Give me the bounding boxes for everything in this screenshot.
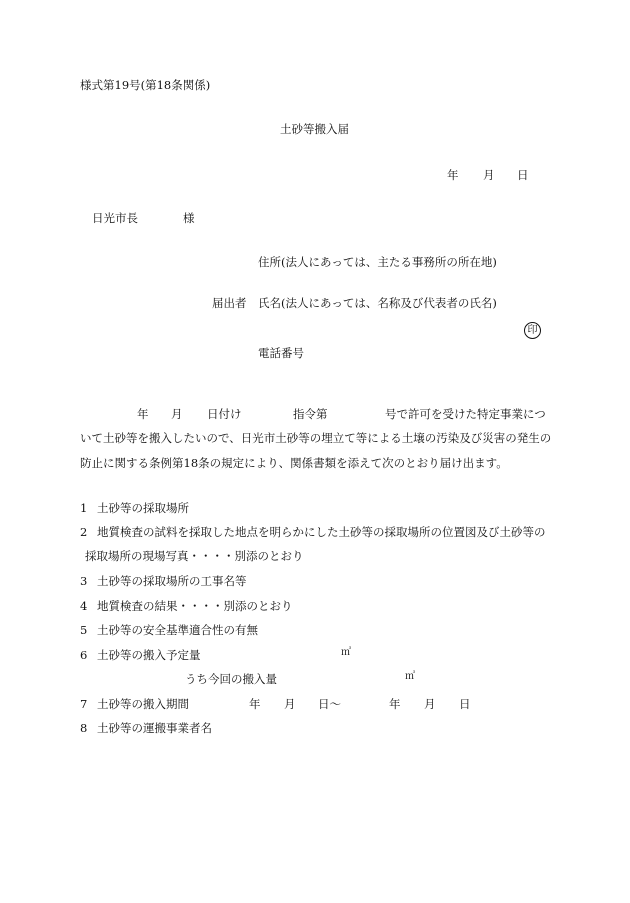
- date-day-label: 日: [517, 168, 529, 182]
- form-number: 様式第19号(第18条関係): [80, 78, 211, 92]
- item-number: 3: [80, 574, 88, 588]
- address-label: 住所(法人にあっては、主たる事務所の所在地): [258, 255, 497, 269]
- notifier-label: 届出者: [212, 296, 247, 310]
- date-year-label: 年: [447, 168, 459, 182]
- item-text-location-map-cont: 採取場所の現場写真・・・・別添のとおり: [85, 549, 304, 563]
- planned-volume-unit: ㎥: [341, 647, 351, 658]
- name-label: 氏名(法人にあっては、名称及び代表者の氏名): [258, 296, 497, 310]
- period-to-year: 年: [389, 697, 401, 711]
- body-month-label: 月: [171, 407, 183, 421]
- item-number: 8: [80, 721, 88, 735]
- item-text-location-map: 地質検査の試料を採取した地点を明らかにした土砂等の採取場所の位置図及び土砂等の: [97, 525, 546, 539]
- body-directive-label: 指令第: [293, 407, 328, 421]
- addressee-name: 日光市長: [92, 211, 138, 225]
- body-line3: 防止に関する条例第18条の規定により、関係書類を添えて次のとおり届け出ます。: [80, 456, 508, 470]
- item-number: 5: [80, 623, 88, 637]
- item-text-transport-company: 土砂等の運搬事業者名: [97, 721, 212, 735]
- item-number: 1: [80, 501, 88, 515]
- item-text-test-results: 地質検査の結果・・・・別添のとおり: [97, 599, 293, 613]
- date-month-label: 月: [483, 168, 495, 182]
- item-number: 6: [80, 648, 88, 662]
- body-dated-label: 日付け: [207, 407, 242, 421]
- current-volume-label: うち今回の搬入量: [185, 672, 277, 686]
- period-from-month: 月: [284, 697, 296, 711]
- period-from-day: 日〜: [318, 697, 341, 711]
- period-to-day: 日: [459, 697, 471, 711]
- addressee-honorific: 様: [183, 211, 195, 225]
- period-to-month: 月: [424, 697, 436, 711]
- item-text-safety-compliance: 土砂等の安全基準適合性の有無: [97, 623, 258, 637]
- period-from-year: 年: [249, 697, 261, 711]
- current-volume-unit: ㎥: [405, 671, 415, 682]
- item-number: 4: [80, 599, 88, 613]
- item-text-construction-name: 土砂等の採取場所の工事名等: [97, 574, 247, 588]
- item-number: 7: [80, 697, 88, 711]
- seal-mark: 印: [524, 322, 541, 339]
- item-text-collection-site: 土砂等の採取場所: [97, 501, 189, 515]
- phone-label: 電話番号: [258, 346, 304, 360]
- document-title: 土砂等搬入届: [280, 122, 349, 136]
- item-number: 2: [80, 525, 88, 539]
- body-line1-end: 号で許可を受けた特定事業につ: [385, 407, 546, 421]
- item-text-delivery-period: 土砂等の搬入期間: [97, 697, 189, 711]
- body-year-label: 年: [137, 407, 149, 421]
- item-text-planned-volume: 土砂等の搬入予定量: [97, 648, 201, 662]
- body-line2: いて土砂等を搬入したいので、日光市土砂等の埋立て等による土壌の汚染及び災害の発生の: [80, 431, 552, 445]
